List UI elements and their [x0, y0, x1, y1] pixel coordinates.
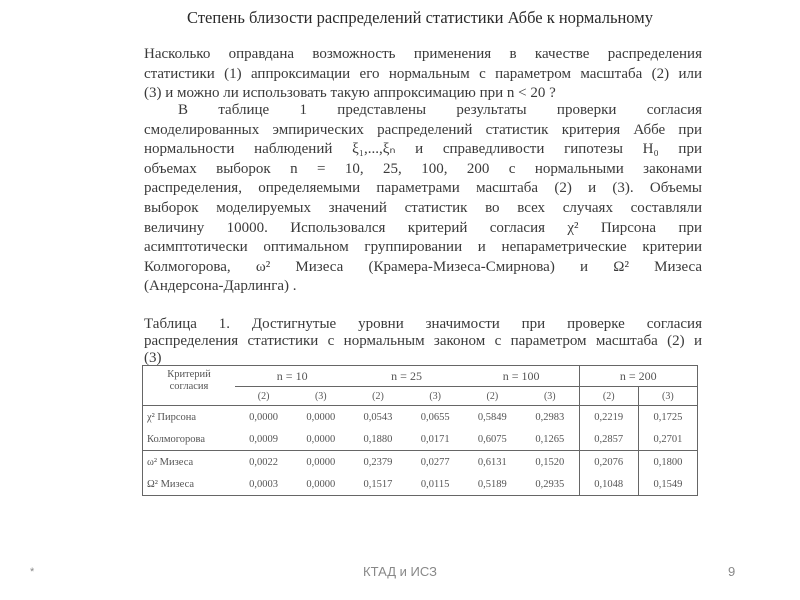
param-subheader: (2): [579, 387, 638, 406]
table-row: [143, 428, 698, 451]
method-paragraph: [144, 101, 702, 297]
table-cell: 0,0000: [249, 411, 279, 423]
text-line: В таблице 1 представлены результаты проверки согласия: [178, 102, 702, 118]
text-line: смоделированных эмпирических распределений статистик критерия Аббе при: [144, 121, 702, 138]
text-line: (3): [144, 350, 162, 366]
text-line: (Андерсона-Дарлинга) .: [144, 278, 297, 295]
param-subheader: (3): [638, 387, 697, 406]
table-cell: 0,2935: [535, 478, 565, 490]
table-cell: 0,2219: [579, 406, 638, 429]
sample-size-header: n = 100: [464, 366, 579, 387]
table-cell: 0,5189: [477, 478, 507, 490]
text-line: выборок моделируемых значений статистик во всех случаях составляли: [144, 199, 702, 216]
table-cell: 0,2857: [579, 428, 638, 451]
text-line: статистики (1) аппроксимации его нормальным с параметром масштаба (2) или: [144, 65, 702, 82]
results-table: [142, 365, 698, 496]
criterion-name: Колмогорова: [147, 433, 206, 445]
table-cell: 0,2076: [579, 451, 638, 474]
table-caption: [144, 316, 702, 367]
table-cell: 0,2379: [349, 451, 406, 474]
table-cell: 0,2701: [638, 428, 697, 451]
text-line: объемах выборок n = 10, 25, 100, 200 с нормальными законами: [144, 160, 702, 177]
param-subheader: (3): [407, 387, 464, 406]
sample-size-header: n = 200: [579, 366, 697, 387]
table-cell: 0,6075: [477, 433, 507, 445]
table-cell: 0,5849: [477, 411, 507, 423]
table-cell: 0,0000: [292, 451, 349, 474]
table-row: [143, 406, 698, 429]
criterion-name: χ² Пирсона: [147, 411, 197, 423]
table-header-row: [143, 366, 698, 387]
table-cell: 0,1549: [638, 473, 697, 496]
sample-size-header: n = 25: [349, 366, 463, 387]
criterion-header-line: Критерий: [167, 369, 211, 380]
intro-paragraph: [144, 45, 702, 104]
text-line: асимптотически оптимальном группировании и непараметрические критерии: [144, 239, 702, 256]
text-line: величину 10000. Использовался критерий согласия χ² Пирсона при: [144, 219, 702, 236]
table-cell: 0,1048: [579, 473, 638, 496]
param-subheader: (3): [521, 387, 579, 406]
param-subheader: (2): [235, 387, 292, 406]
text-line: Колмогорова, ω² Мизеса (Крамера-Мизеса-Смирнова) и Ω² Мизеса: [144, 258, 702, 275]
table-cell: 0,1517: [363, 478, 393, 490]
param-subheader: (2): [349, 387, 406, 406]
table-cell: 0,1520: [521, 451, 579, 474]
text-line: Насколько оправдана возможность применения в качестве распределения: [144, 46, 702, 62]
criterion-header-line: согласия: [169, 381, 209, 392]
text-line: распределения, определяемыми параметрами масштаба (2) и (3). Объемы: [144, 180, 702, 197]
table-cell: 0,2983: [535, 411, 565, 423]
table-row: [143, 473, 698, 496]
table-row: [143, 451, 698, 474]
footer-bullet: *: [30, 566, 35, 578]
table-cell: 0,0000: [306, 478, 336, 490]
table-cell: 0,1265: [535, 433, 565, 445]
table-cell: 0,0000: [306, 433, 336, 445]
text-line: нормальности наблюдений ξ₁,...,ξₙ и справедливости гипотезы H₀ при: [144, 141, 702, 158]
table-cell: 0,0000: [306, 411, 336, 423]
criterion-name: ω² Мизеса: [143, 451, 236, 474]
table-cell: 0,1725: [638, 406, 697, 429]
table-cell: 0,6131: [464, 451, 521, 474]
table-cell: 0,0115: [420, 478, 450, 490]
sample-size-header: n = 10: [235, 366, 349, 387]
table-cell: 0,0003: [249, 478, 279, 490]
param-subheader: (2): [464, 387, 521, 406]
table-cell: 0,0022: [235, 451, 292, 474]
param-subheader: (3): [292, 387, 349, 406]
criterion-header: [143, 366, 236, 406]
slide-title: Степень близости распределений статистики Аббе к нормальному: [187, 8, 653, 27]
table-cell: 0,0171: [420, 433, 450, 445]
table-cell: 0,0655: [420, 411, 450, 423]
table-cell: 0,1800: [638, 451, 697, 474]
text-line: распределения статистики с нормальным законом с параметром масштаба (2) и: [144, 333, 702, 349]
text-line: (3) и можно ли использовать такую аппроксимацию при n < 20 ?: [144, 85, 556, 102]
criterion-name: Ω² Мизеса: [147, 478, 195, 490]
table-cell: 0,0009: [249, 433, 279, 445]
footer-text: КТАД и ИСЗ: [363, 564, 437, 579]
table-cell: 0,1880: [363, 433, 393, 445]
table-cell: 0,0543: [363, 411, 393, 423]
table-cell: 0,0277: [407, 451, 464, 474]
page-number: 9: [728, 564, 736, 579]
text-line: Таблица 1. Достигнутые уровни значимости при проверке согласия: [144, 316, 702, 332]
